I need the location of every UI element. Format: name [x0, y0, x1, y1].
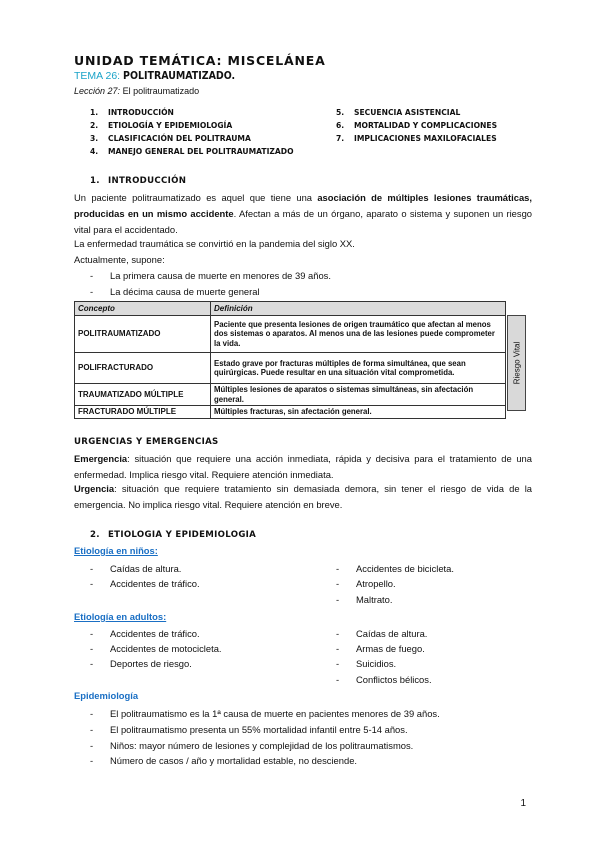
list-item: - Niños: mayor número de lesiones y complejidad de los politraumatismos.	[90, 740, 414, 751]
definitions-table-wrap	[74, 301, 506, 419]
table-cell: Estado grave por fracturas múltiples de forma simultánea, que sean quirúrgicas. Puede resultar en una situación vital comprometida.	[211, 353, 506, 384]
list-item: - Deportes de riesgo.	[90, 658, 192, 669]
list-item: - La primera causa de muerte en menores de 39 años.	[90, 270, 331, 281]
leccion-name: El politraumatizado	[122, 86, 200, 96]
urgencia-paragraph: Urgencia: situación que requiere tratamiento sin demasiada demora, sin tener el riesgo de vida de la emergencia. No implica riesgo vital. Requiere atención en breve.	[74, 483, 532, 510]
intro-supone: Actualmente, supone:	[74, 254, 165, 265]
page-title: UNIDAD TEMÁTICA: MISCELÁNEA	[74, 53, 326, 68]
table-cell: Paciente que presenta lesiones de origen traumático que afectan al menos dos sistemas o aparatos. Al menos una de las lesiones puede comprometer la vida.	[211, 316, 506, 353]
table-header: Definición	[211, 302, 506, 316]
tema-name: POLITRAUMATIZADO.	[123, 70, 236, 82]
tema-label: TEMA 26:	[74, 70, 121, 82]
list-item: - La décima causa de muerte general	[90, 286, 260, 297]
toc-item: 7. IMPLICACIONES MAXILOFACIALES	[336, 134, 497, 143]
section-heading-urgencias: URGENCIAS Y EMERGENCIAS	[74, 437, 219, 447]
definitions-table	[74, 301, 506, 419]
section-heading-etiologia: 2. ETIOLOGIA Y EPIDEMIOLOGIA	[90, 530, 257, 540]
list-item: - Armas de fuego.	[336, 643, 425, 654]
toc-item: 2. ETIOLOGÍA Y EPIDEMIOLOGÍA	[90, 121, 233, 130]
list-item: - Accidentes de tráfico.	[90, 628, 200, 639]
list-item: - Atropello.	[336, 578, 396, 589]
list-item: - Accidentes de tráfico.	[90, 578, 200, 589]
list-item: - Accidentes de bicicleta.	[336, 563, 454, 574]
table-row	[75, 406, 506, 419]
epidemiologia-title: Epidemiología	[74, 690, 139, 701]
list-item: - Suicidios.	[336, 658, 397, 669]
page-number: 1	[520, 798, 526, 809]
list-item: - Caídas de altura.	[90, 563, 182, 574]
intro-pandemia: La enfermedad traumática se convirtió en la pandemia del siglo XX.	[74, 238, 355, 249]
table-cell: POLITRAUMATIZADO	[75, 316, 211, 353]
list-item: - El politraumatismo es la 1ª causa de muerte en pacientes menores de 39 años.	[90, 708, 440, 719]
list-item: - Accidentes de motocicleta.	[90, 643, 222, 654]
table-cell: Múltiples fracturas, sin afectación general.	[211, 406, 506, 419]
etiologia-adultos-title: Etiología en adultos:	[74, 611, 167, 622]
leccion-line	[74, 86, 199, 96]
tema-line	[74, 70, 235, 82]
toc-item: 4. MANEJO GENERAL DEL POLITRAUMATIZADO	[90, 147, 294, 156]
table-header: Concepto	[75, 302, 211, 316]
toc-item: 1. INTRODUCCIÓN	[90, 108, 174, 117]
riesgo-vital-label-box	[507, 315, 526, 411]
section-heading-intro: 1. INTRODUCCIÓN	[90, 176, 187, 186]
toc-left	[90, 106, 294, 158]
intro-paragraph: Un paciente politraumatizado es aquel que tiene una asociación de múltiples lesiones traumáticas, producidas en un mismo accidente. Afectan a más de un órgano, aparato o sistema y suponen un riesgo vital para el accidentado.	[74, 192, 533, 235]
riesgo-vital-label: Riesgo Vital	[512, 341, 521, 385]
table-row	[75, 353, 506, 384]
toc-item: 6. MORTALIDAD Y COMPLICACIONES	[336, 121, 498, 130]
list-item: - El politraumatismo presenta un 55% mortalidad infantil entre 5-14 años.	[90, 724, 408, 735]
table-cell: Múltiples lesiones de aparatos o sistemas simultáneas, sin afectación general.	[211, 384, 506, 406]
toc-item: 3. CLASIFICACIÓN DEL POLITRAUMA	[90, 134, 251, 143]
table-row	[75, 316, 506, 353]
list-item: - Caídas de altura.	[336, 628, 428, 639]
leccion-label: Lección 27:	[74, 86, 121, 96]
table-cell: TRAUMATIZADO MÚLTIPLE	[75, 384, 211, 406]
table-row	[75, 384, 506, 406]
table-cell: FRACTURADO MÚLTIPLE	[75, 406, 211, 419]
toc-right	[336, 106, 497, 145]
list-item: - Número de casos / año y mortalidad estable, no desciende.	[90, 755, 358, 766]
list-item: - Maltrato.	[336, 594, 393, 605]
list-item: - Conflictos bélicos.	[336, 674, 432, 685]
table-cell: POLIFRACTURADO	[75, 353, 211, 384]
toc-item: 5. SECUENCIA ASISTENCIAL	[336, 108, 461, 117]
etiologia-ninos-title: Etiología en niños:	[74, 545, 158, 556]
emergencia-paragraph: Emergencia: situación que requiere una acción inmediata, rápida y decisiva para el tratamiento de una enfermedad. Implica riesgo vital. Requiere atención inmediata.	[74, 453, 532, 480]
